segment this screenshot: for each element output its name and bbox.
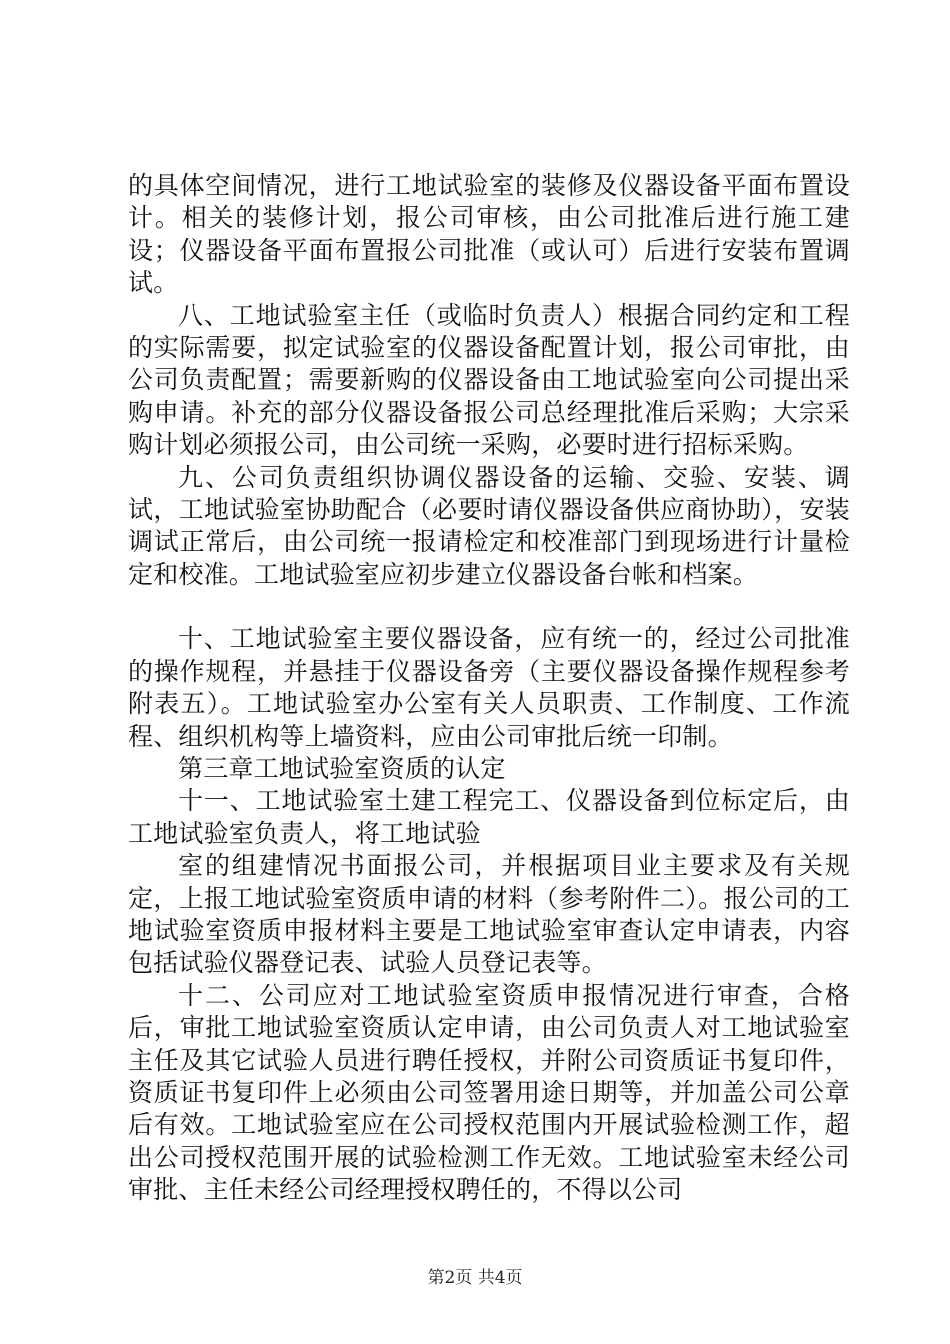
page-footer: 第2页 共4页 [427, 1268, 523, 1288]
paragraph-continuation: 的具体空间情况，进行工地试验室的装修及仪器设备平面布置设计。相关的装修计划，报公司审核，由公司批准后进行施工建设；仪器设备平面布置报公司批准（或认可）后进行安装布置调试。 [128, 171, 850, 298]
document-body [128, 170, 850, 1207]
paragraph-item-10: 十、工地试验室主要仪器设备，应有统一的，经过公司批准的操作规程，并悬挂于仪器设备旁（主要仪器设备操作规程参考附表五）。工地试验室办公室有关人员职责、工作制度、工作流程、组织机构等上墙资料，应由公司审批后统一印制。 [128, 624, 850, 751]
paragraph-item-12: 十二、公司应对工地试验室资质申报情况进行审查，合格后，审批工地试验室资质认定申请，由公司负责人对工地试验室主任及其它试验人员进行聘任授权，并附公司资质证书复印件，资质证书复印件上必须由公司签署用途日期等，并加盖公司公章后有效。工地试验室应在公司授权范围内开展试验检测工作，超出公司授权范围开展的试验检测工作无效。工地试验室未经公司审批、主任未经公司经理授权聘任的，不得以公司 [128, 980, 850, 1205]
paragraph-item-9: 九、公司负责组织协调仪器设备的运输、交验、安装、调试，工地试验室协助配合（必要时请仪器设备供应商协助），安装调试正常后，由公司统一报请检定和校准部门到现场进行计量检定和校准。工地试验室应初步建立仪器设备台帐和档案。 [128, 462, 850, 589]
chapter-heading: 第三章工地试验室资质的认定 [178, 753, 506, 783]
paragraph-gap [128, 591, 850, 623]
paragraph-item-11: 十一、工地试验室土建工程完工、仪器设备到位标定后，由工地试验室负责人，将工地试验 [128, 786, 850, 848]
paragraph-item-8: 八、工地试验室主任（或临时负责人）根据合同约定和工程的实际需要，拟定试验室的仪器设备配置计划，报公司审批，由公司负责配置；需要新购的仪器设备由工地试验室向公司提出采购申请。补充的部分仪器设备报公司总经理批准后采购；大宗采购计划必须报公司，由公司统一采购，必要时进行招标采购。 [128, 300, 850, 460]
paragraph-item-11-continued: 室的组建情况书面报公司，并根据项目业主要求及有关规定，上报工地试验室资质申请的材料（参考附件二）。报公司的工地试验室资质申报材料主要是工地试验室审查认定申请表，内容包括试验仪器登记表、试验人员登记表等。 [128, 851, 850, 978]
